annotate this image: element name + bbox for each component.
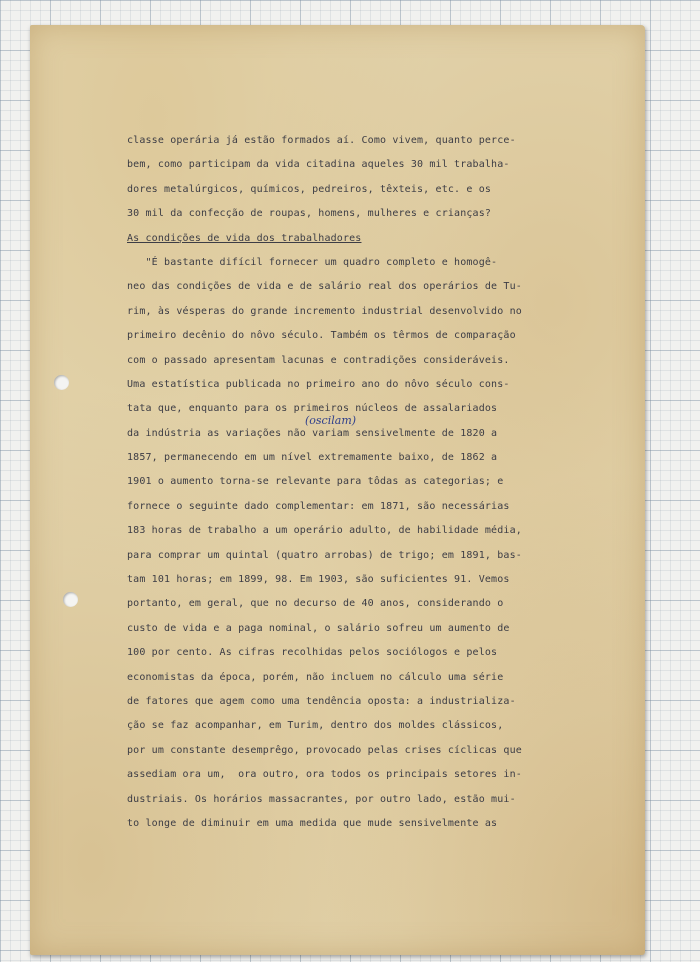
text-line: para comprar um quintal (quatro arrobas) de trigo; em 1891, bas-: [127, 549, 522, 561]
text-line: por um constante desemprêgo, provocado pelas crises cíclicas que: [127, 744, 522, 756]
text-line: da indústria as variações não variam sensivelmente de 1820 a: [127, 427, 498, 439]
section-heading: As condições de vida dos trabalhadores: [127, 232, 362, 244]
text-line: dores metalúrgicos, químicos, pedreiros, têxteis, etc. e os: [127, 183, 492, 195]
text-line: Uma estatística publicada no primeiro ano do nôvo século cons-: [127, 378, 510, 390]
text-line: dustriais. Os horários massacrantes, por outro lado, estão mui-: [127, 793, 516, 805]
text-line: ção se faz acompanhar, em Turim, dentro dos moldes clássicos,: [127, 720, 504, 732]
punch-hole: [54, 375, 69, 390]
text-line: custo de vida e a paga nominal, o salário sofreu um aumento de: [127, 622, 510, 634]
handwritten-annotation: (oscilam): [305, 414, 357, 427]
text-line: rim, às vésperas do grande incremento industrial desenvolvido no: [127, 305, 522, 317]
page-text: [127, 129, 537, 836]
punch-hole: [63, 592, 78, 607]
text-line: assediam ora um, ora outro, ora todos os principais setores in-: [127, 769, 522, 781]
text-line: neo das condições de vida e de salário real dos operários de Tu-: [127, 281, 522, 293]
text-line: "É bastante difícil fornecer um quadro completo e homogê-: [127, 256, 498, 268]
text-line: 1901 o aumento torna-se relevante para tôdas as categorias; e: [127, 476, 504, 488]
text-line: economistas da época, porém, não incluem no cálculo uma série: [127, 671, 504, 683]
text-line: com o passado apresentam lacunas e contradições consideráveis.: [127, 354, 510, 366]
text-line: 1857, permanecendo em um nível extremamente baixo, de 1862 a: [127, 452, 498, 464]
text-line: tata que, enquanto para os primeiros núcleos de assalariados: [127, 403, 498, 415]
text-line: bem, como participam da vida citadina aqueles 30 mil trabalha-: [127, 159, 510, 171]
text-line: classe operária já estão formados aí. Como vivem, quanto perce-: [127, 135, 516, 146]
text-line: portanto, em geral, que no decurso de 40 anos, considerando o: [127, 598, 504, 610]
text-line: fornece o seguinte dado complementar: em 1871, são necessárias: [127, 500, 510, 512]
text-line: primeiro decênio do nôvo século. Também os têrmos de comparação: [127, 330, 516, 342]
text-line: de fatores que agem como uma tendência oposta: a industrializa-: [127, 695, 516, 707]
text-line: 183 horas de trabalho a um operário adulto, de habilidade média,: [127, 525, 522, 537]
text-line: to longe de diminuir em uma medida que mude sensivelmente as: [127, 817, 498, 829]
text-line: tam 101 horas; em 1899, 98. Em 1903, são suficientes 91. Vemos: [127, 574, 510, 586]
text-line: 30 mil da confecção de roupas, homens, mulheres e crianças?: [127, 208, 492, 220]
text-line: 100 por cento. As cifras recolhidas pelos sociólogos e pelos: [127, 647, 498, 659]
